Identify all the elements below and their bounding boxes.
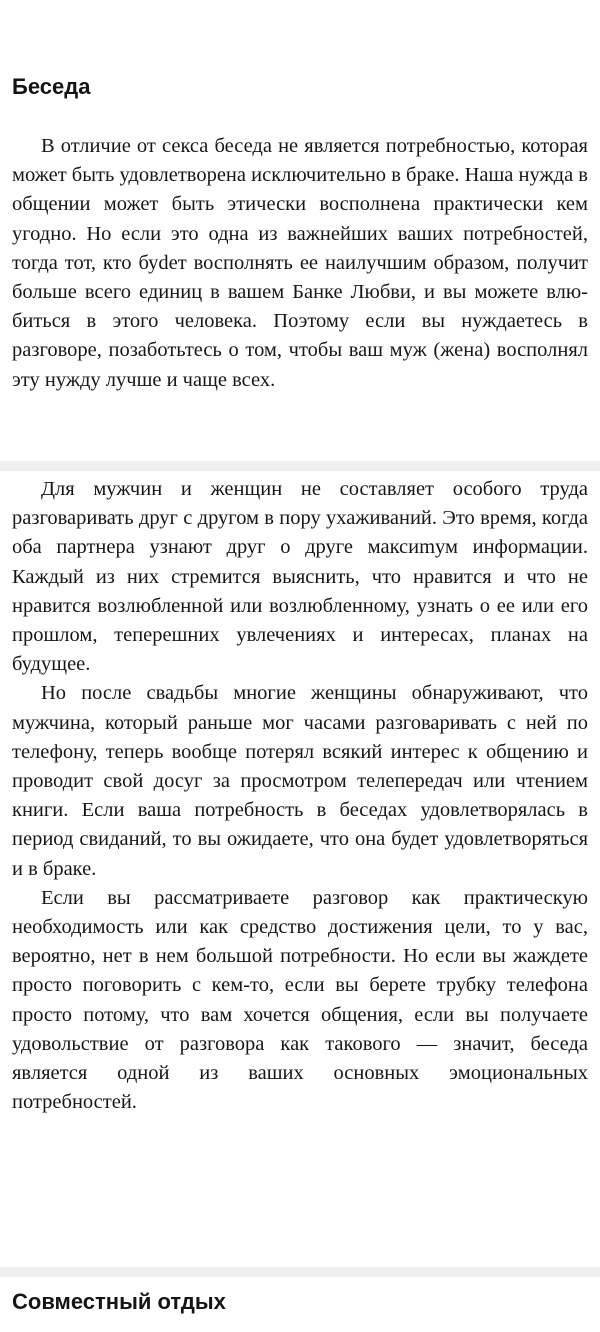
section-heading-recreation: Совместный отдых	[12, 1289, 226, 1314]
page-section-continued	[0, 471, 600, 1267]
paragraph: Но после свадьбы многие женщины обнаруживают, что мужчина, который раньше мог часами разговаривать с ней по телефону, теперь вообще потерял всякий интерес к общению и проводит свой досуг за просмотром телепередач или чтением книги. Если ваша потребность в беседах удовлетворялась в период свиданий, то вы ожидаете, что она будет удовлетворяться и в браке.	[12, 682, 588, 880]
paragraph: Для мужчин и женщин не составляет особого труда разговаривать друг с другом в пору ухаживаний. Это время, когда оба партнера узнают друг о друге максиmум информации. Каждый из них стремится выяснить, что нравится и что не нравится возлюбленной или возлюбленному, узнать о ее или его прошлом, теперешних увлечениях и интересах, планах на будущее.	[12, 478, 588, 676]
paragraph: В отличие от секса беседа не является потребностью, которая может быть удовлетворена исключительно в браке. Наша нужда в общении может быть этически восполнена практически кем угодно. Но если это одна из важнейших ваших потребностей, тогда тот, кто буdет восполнять ее наилучшим образом, получит больше всего единиц в вашем Банке Любви, и вы можете влюбиться в этого человека. Поэтому если вы нуждаетесь в разговоре, позаботьтесь о том, чтобы ваш муж (жена) восполнял эту нужду лучше и чаще всех.	[12, 135, 588, 391]
page-section-recreation	[0, 1277, 600, 1332]
section-heading-conversation: Беседа	[12, 74, 91, 99]
body-text	[12, 475, 588, 1117]
page-divider	[0, 461, 600, 471]
body-text	[12, 132, 588, 395]
paragraph: Если вы рассматриваете разговор как практическую необходимость или как средство достижения цели, то у вас, вероятно, нет в нем большой потребности. Но если вы жаждете просто поговорить с кем-то, если вы берете трубку телефона просто потому, что вам хочется общения, если вы получаете удовольствие от разговора как такового — значит, беседа является одной из ваших основных эмоциональных потребностей.	[12, 886, 588, 1114]
page-section-conversation	[0, 0, 600, 461]
page-divider	[0, 1267, 600, 1277]
